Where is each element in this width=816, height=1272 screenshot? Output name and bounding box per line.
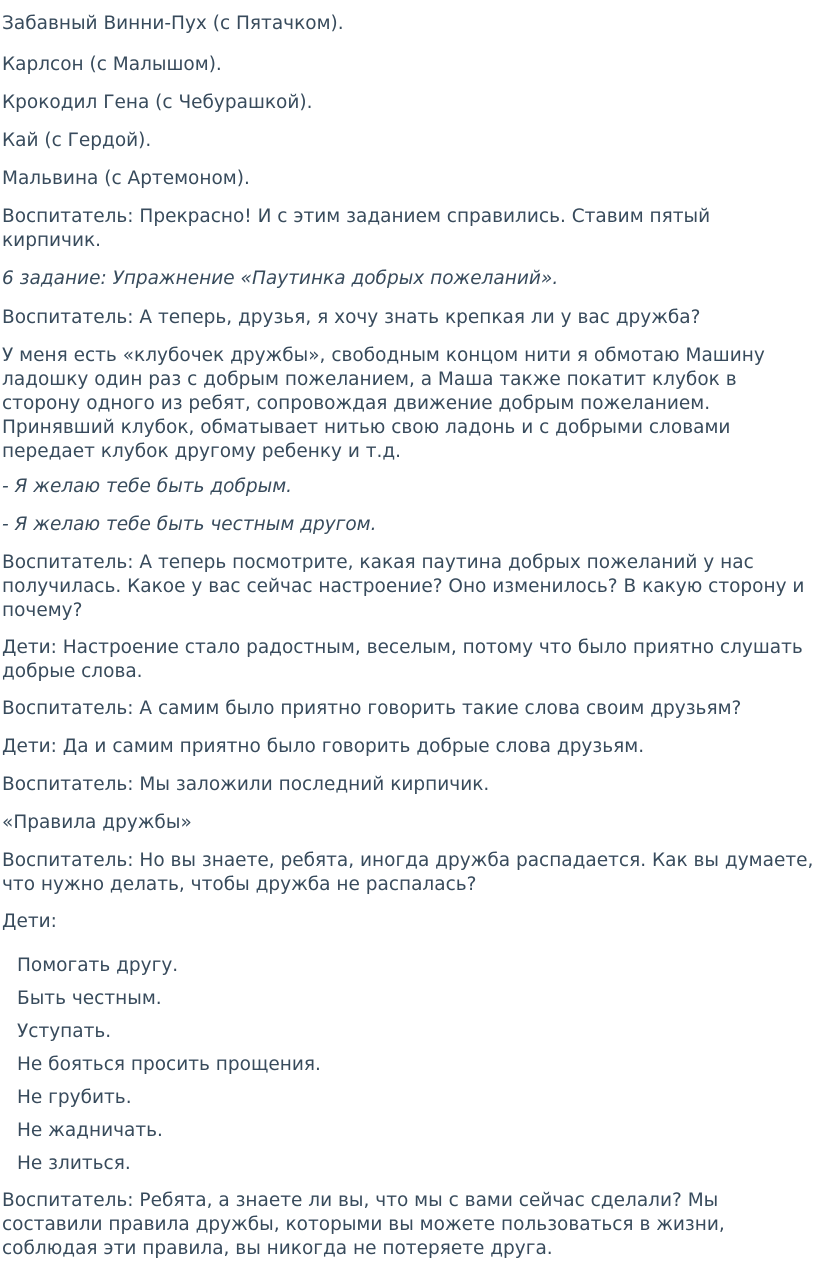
paragraph-teacher-pleasant: Воспитатель: А самим было приятно говорить такие слова своим друзьям? bbox=[2, 698, 742, 719]
paragraph-pair-kai: Кай (с Гердой). bbox=[2, 130, 152, 151]
paragraph-teacher-conclusion: Воспитатель: Ребята, а знаете ли вы, что мы с вами сейчас сделали? Мы составили правила дружбы, которыми вы можете пользоваться в жизни, соблюдая эти правила, вы никогда не потеряете друга. bbox=[2, 1190, 725, 1259]
paragraph-pair-malvina: Мальвина (с Артемоном). bbox=[2, 168, 250, 189]
list-item: Не жадничать. bbox=[17, 1120, 163, 1141]
paragraph-teacher-last-brick: Воспитатель: Мы заложили последний кирпичик. bbox=[2, 774, 490, 795]
list-item: Не злиться. bbox=[17, 1153, 131, 1174]
paragraph-children-mood: Дети: Настроение стало радостным, веселым, потому что было приятно слушать добрые слова. bbox=[2, 637, 803, 682]
list-item: Помогать другу. bbox=[17, 955, 179, 976]
list-item: Уступать. bbox=[17, 1021, 112, 1042]
list-item: Не грубить. bbox=[17, 1087, 132, 1108]
paragraph-pair-gena: Крокодил Гена (с Чебурашкой). bbox=[2, 92, 313, 113]
paragraph-children-answer: Дети: Да и самим приятно было говорить добрые слова друзьям. bbox=[2, 736, 645, 757]
paragraph-game-rules: У меня есть «клубочек дружбы», свободным концом нити я обмотаю Машину ладошку один раз с добрым пожеланием, а Маша также покатит клубок в сторону одного из ребят, сопровождая движение добрым пожеланием. Принявший клубок, обматывает нитью свою ладонь и с добрыми словами передает клубок другому ребенку и т.д. bbox=[2, 345, 765, 462]
list-item: Быть честным. bbox=[17, 988, 162, 1009]
paragraph-pair-karlson: Карлсон (с Малышом). bbox=[2, 54, 222, 75]
paragraph-teacher-question: Воспитатель: А теперь, друзья, я хочу знать крепкая ли у вас дружба? bbox=[2, 307, 701, 328]
friendship-rules-title: «Правила дружбы» bbox=[2, 812, 192, 833]
wish-honest-friend: - Я желаю тебе быть честным другом. bbox=[2, 514, 377, 535]
paragraph-pair-vinni: Забавный Винни-Пух (с Пятачком). bbox=[2, 13, 344, 34]
task-six-heading: 6 задание: Упражнение «Паутинка добрых пожеланий». bbox=[2, 268, 559, 289]
paragraph-teacher-fifth-brick: Воспитатель: Прекрасно! И с этим заданием справились. Ставим пятый кирпичик. bbox=[2, 206, 711, 251]
list-item: Не бояться просить прощения. bbox=[17, 1054, 321, 1075]
paragraph-children-label: Дети: bbox=[2, 911, 57, 932]
paragraph-teacher-web: Воспитатель: А теперь посмотрите, какая паутина добрых пожеланий у нас получилась. Какое у вас сейчас настроение? Оно изменилось? В какую сторону и почему? bbox=[2, 552, 805, 621]
paragraph-teacher-friendship: Воспитатель: Но вы знаете, ребята, иногда дружба распадается. Как вы думаете, что нужно делать, чтобы дружба не распалась? bbox=[2, 850, 814, 895]
wish-kind: - Я желаю тебе быть добрым. bbox=[2, 476, 293, 497]
